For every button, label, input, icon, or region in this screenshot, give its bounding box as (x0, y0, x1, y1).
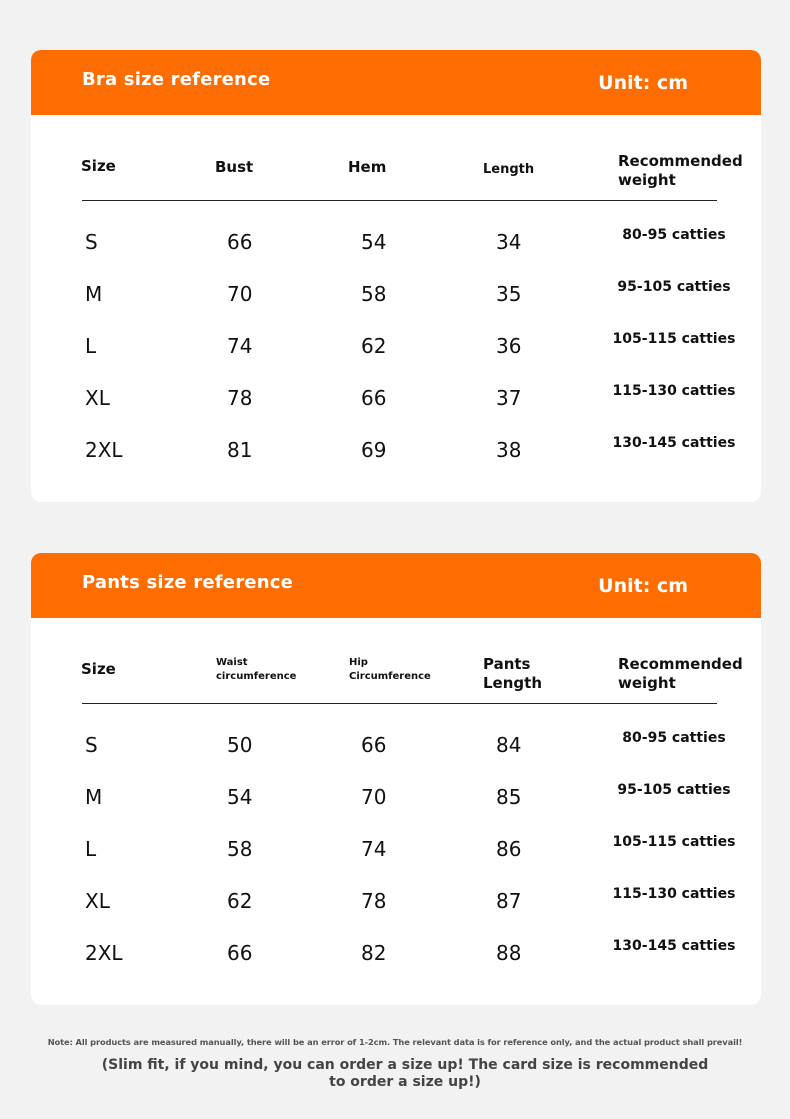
pants-cell-r0-c0: S (85, 733, 98, 757)
pants-cell-r4-c1: 66 (227, 941, 253, 965)
pants-header-divider (82, 703, 717, 704)
pants-cell-r0-c1: 50 (227, 733, 253, 757)
bra-header-divider (82, 200, 717, 201)
pants-card-title: Pants size reference (82, 572, 293, 593)
fit-tip: (Slim fit, if you mind, you can order a size up! The card size is recommended to order a size up!) (101, 1057, 709, 1090)
measurement-note: Note: All products are measured manually, there will be an error of 1-2cm. The relevant data is for reference only, and the actual product shall prevail! (47, 1037, 743, 1047)
pants-header-waist: Waist circumference (216, 657, 297, 682)
bra-header-hem: Hem (348, 158, 387, 176)
bra-cell-r4-c0: 2XL (85, 438, 123, 462)
bra-cell-r3-c2: 66 (361, 386, 387, 410)
bra-weight-r1: 95-105 catties (617, 279, 731, 295)
bra-cell-r0-c2: 54 (361, 230, 387, 254)
pants-header-hip: Hip Circumference (349, 657, 431, 682)
bra-cell-r1-c2: 58 (361, 282, 387, 306)
bra-card-title: Bra size reference (82, 69, 271, 90)
pants-weight-r4: 130-145 catties (612, 938, 736, 954)
pants-cell-r4-c2: 82 (361, 941, 387, 965)
pants-unit-label: Unit: cm (598, 575, 688, 597)
pants-cell-r3-c3: 87 (496, 889, 522, 913)
bra-cell-r4-c3: 38 (496, 438, 522, 462)
pants-card-header (31, 553, 761, 618)
bra-header-length: Length (483, 162, 535, 177)
bra-cell-r0-c1: 66 (227, 230, 253, 254)
bra-weight-r2: 105-115 catties (612, 331, 736, 347)
pants-cell-r0-c2: 66 (361, 733, 387, 757)
bra-cell-r1-c3: 35 (496, 282, 522, 306)
bra-size-card (31, 50, 761, 502)
pants-cell-r4-c0: 2XL (85, 941, 123, 965)
bra-cell-r2-c0: L (85, 334, 97, 358)
bra-cell-r0-c3: 34 (496, 230, 522, 254)
bra-weight-r3: 115-130 catties (612, 383, 736, 399)
pants-cell-r2-c3: 86 (496, 837, 522, 861)
bra-cell-r4-c2: 69 (361, 438, 387, 462)
pants-weight-r1: 95-105 catties (617, 782, 731, 798)
pants-cell-r2-c2: 74 (361, 837, 387, 861)
bra-cell-r2-c1: 74 (227, 334, 253, 358)
bra-card-header (31, 50, 761, 115)
pants-cell-r1-c0: M (85, 785, 103, 809)
pants-header-length: Pants Length (483, 655, 542, 692)
pants-cell-r2-c0: L (85, 837, 97, 861)
bra-cell-r3-c0: XL (85, 386, 110, 410)
bra-cell-r4-c1: 81 (227, 438, 253, 462)
bra-weight-r4: 130-145 catties (612, 435, 736, 451)
pants-size-card (31, 553, 761, 1005)
bra-unit-label: Unit: cm (598, 72, 688, 94)
pants-cell-r3-c0: XL (85, 889, 110, 913)
pants-cell-r1-c2: 70 (361, 785, 387, 809)
pants-header-weight: Recommended weight (618, 655, 743, 692)
bra-cell-r1-c0: M (85, 282, 103, 306)
pants-cell-r4-c3: 88 (496, 941, 522, 965)
pants-cell-r0-c3: 84 (496, 733, 522, 757)
bra-header-size: Size (81, 157, 116, 175)
pants-cell-r1-c1: 54 (227, 785, 253, 809)
bra-cell-r3-c3: 37 (496, 386, 522, 410)
pants-cell-r3-c2: 78 (361, 889, 387, 913)
pants-cell-r2-c1: 58 (227, 837, 253, 861)
pants-cell-r1-c3: 85 (496, 785, 522, 809)
pants-cell-r3-c1: 62 (227, 889, 253, 913)
bra-cell-r2-c3: 36 (496, 334, 522, 358)
pants-weight-r3: 115-130 catties (612, 886, 736, 902)
pants-weight-r0: 80-95 catties (622, 730, 726, 746)
bra-header-bust: Bust (215, 158, 254, 176)
pants-weight-r2: 105-115 catties (612, 834, 736, 850)
bra-cell-r3-c1: 78 (227, 386, 253, 410)
pants-header-size: Size (81, 660, 116, 678)
bra-weight-r0: 80-95 catties (622, 227, 726, 243)
bra-header-weight: Recommended weight (618, 152, 743, 189)
bra-cell-r2-c2: 62 (361, 334, 387, 358)
bra-cell-r1-c1: 70 (227, 282, 253, 306)
bra-cell-r0-c0: S (85, 230, 98, 254)
